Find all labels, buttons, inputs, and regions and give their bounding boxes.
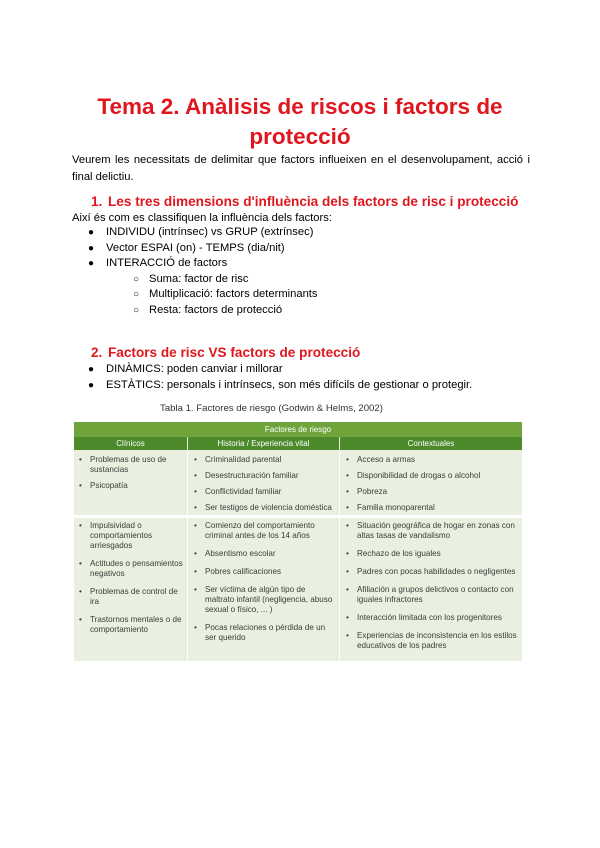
section-1-sublist xyxy=(106,272,318,319)
column-divider xyxy=(187,450,188,661)
bullet-icon: ● xyxy=(88,227,95,238)
circle-bullet-icon: ○ xyxy=(133,304,140,316)
circle-bullet-icon: ○ xyxy=(133,273,140,285)
table-item: • Conflictividad familiar xyxy=(194,487,282,496)
table-item: • Ser testigos de violencia doméstica xyxy=(194,503,332,512)
table-item: • Problemas de uso de sustancias xyxy=(79,455,167,474)
cell-clinicos-1 xyxy=(76,455,184,497)
cell-contextuales-1 xyxy=(343,455,519,519)
section-1-lead: Així és com es classifiquen la influència dels factors: xyxy=(72,212,332,224)
table-item: • Actitudes o pensamientos negativos xyxy=(79,559,183,578)
sub-list-item: ○ Resta: factors de protecció xyxy=(106,303,318,319)
list-item: ● INDIVIDU (intrínsec) vs GRUP (extrínsec) xyxy=(72,225,318,241)
list-item: ● Vector ESPAI (on) - TEMPS (dia/nit) xyxy=(72,241,318,257)
table-item: • Criminalidad parental xyxy=(194,455,282,464)
page-title: Tema 2. Anàlisis de riscos i factors de protecció xyxy=(97,94,503,149)
cell-contextuales-2 xyxy=(343,521,519,659)
table-item: • Acceso a armas xyxy=(346,455,416,464)
cell-clinicos-2 xyxy=(76,521,184,643)
table-item: • Experiencias de inconsistencia en los estilos educativos de los padres xyxy=(346,631,517,650)
table-item: • Psicopatía xyxy=(79,481,128,490)
cell-historia-1 xyxy=(191,455,336,519)
sub-list-item: ○ Suma: factor de risc xyxy=(106,272,318,288)
table-item: • Disponibilidad de drogas o alcohol xyxy=(346,471,481,480)
column-header-contextuales: Contextuales xyxy=(340,437,522,450)
table-item: • Ser víctima de algún tipo de maltrato infantil (negligencia, abuso sexual o físico, ... ) xyxy=(194,585,333,614)
list-item: ● ESTÀTICS: personals i intrínsecs, son més difícils de gestionar o protegir. xyxy=(72,378,472,394)
table-caption: Tabla 1. Factores de riesgo (Godwin & Helms, 2002) xyxy=(160,403,383,414)
cell-historia-2 xyxy=(191,521,336,651)
bullet-icon: ● xyxy=(88,258,95,269)
intro-paragraph: Veurem les necessitats de delimitar que factors influeixen en el desenvolupament, acció i final delictiu. xyxy=(72,154,530,183)
table-item: • Comienzo del comportamiento criminal antes de los 14 años xyxy=(194,521,315,540)
section-2-heading xyxy=(91,345,360,360)
section-1-heading xyxy=(91,194,518,209)
circle-bullet-icon: ○ xyxy=(133,289,140,300)
table-item: • Pocas relaciones o pérdida de un ser querido xyxy=(194,623,326,642)
sub-list-item: ○ Multiplicació: factors determinants xyxy=(106,287,318,303)
table-item: • Absentismo escolar xyxy=(194,549,276,558)
table-item: • Problemas de control de ira xyxy=(79,587,178,606)
bullet-icon: ● xyxy=(88,379,95,391)
table-item: • Pobres calificaciones xyxy=(194,567,282,576)
section-2-list xyxy=(72,362,472,393)
table-item: • Padres con pocas habilidades o negligentes xyxy=(346,567,516,576)
table-item: • Afiliación a grupos delictivos o contacto con iguales infractores xyxy=(346,585,514,604)
list-item: ● DINÀMICS: poden canviar i millorar xyxy=(72,362,472,378)
table-item: • Interacción limitada con los progenitores xyxy=(346,613,502,622)
bullet-icon: ● xyxy=(88,242,95,254)
section-2-number: 2. xyxy=(91,345,103,360)
section-1-number: 1. xyxy=(91,194,103,209)
bullet-icon: ● xyxy=(88,364,95,375)
table-item: • Familia monoparental xyxy=(346,503,435,512)
table-item: • Impulsividad o comportamientos arriesgados xyxy=(79,521,153,550)
table-item: • Desestructuración familiar xyxy=(194,471,299,480)
column-divider xyxy=(339,450,340,661)
table-item: • Pobreza xyxy=(346,487,388,496)
table-header: Factores de riesgo xyxy=(74,422,522,437)
column-header-historia: Historia / Experiencia vital xyxy=(188,437,339,450)
section-1-list xyxy=(72,225,318,318)
table-item: • Rechazo de los iguales xyxy=(346,549,441,558)
table-item: • Situación geográfica de hogar en zonas con altas tasas de vandalismo xyxy=(346,521,515,540)
section-2-title: Factors de risc VS factors de protecció xyxy=(108,345,361,360)
section-1-title: Les tres dimensions d'influència dels factors de risc i protecció xyxy=(108,194,519,209)
list-item: ● INTERACCIÓ de factors ○ Suma: factor de risc ○ Multiplicació: factors determinants ○ Resta: factors de protecció xyxy=(72,256,318,318)
table-item: • Trastornos mentales o de comportamiento xyxy=(79,615,182,634)
risk-factors-table xyxy=(74,422,522,661)
column-header-clinicos: Clínicos xyxy=(74,437,187,450)
